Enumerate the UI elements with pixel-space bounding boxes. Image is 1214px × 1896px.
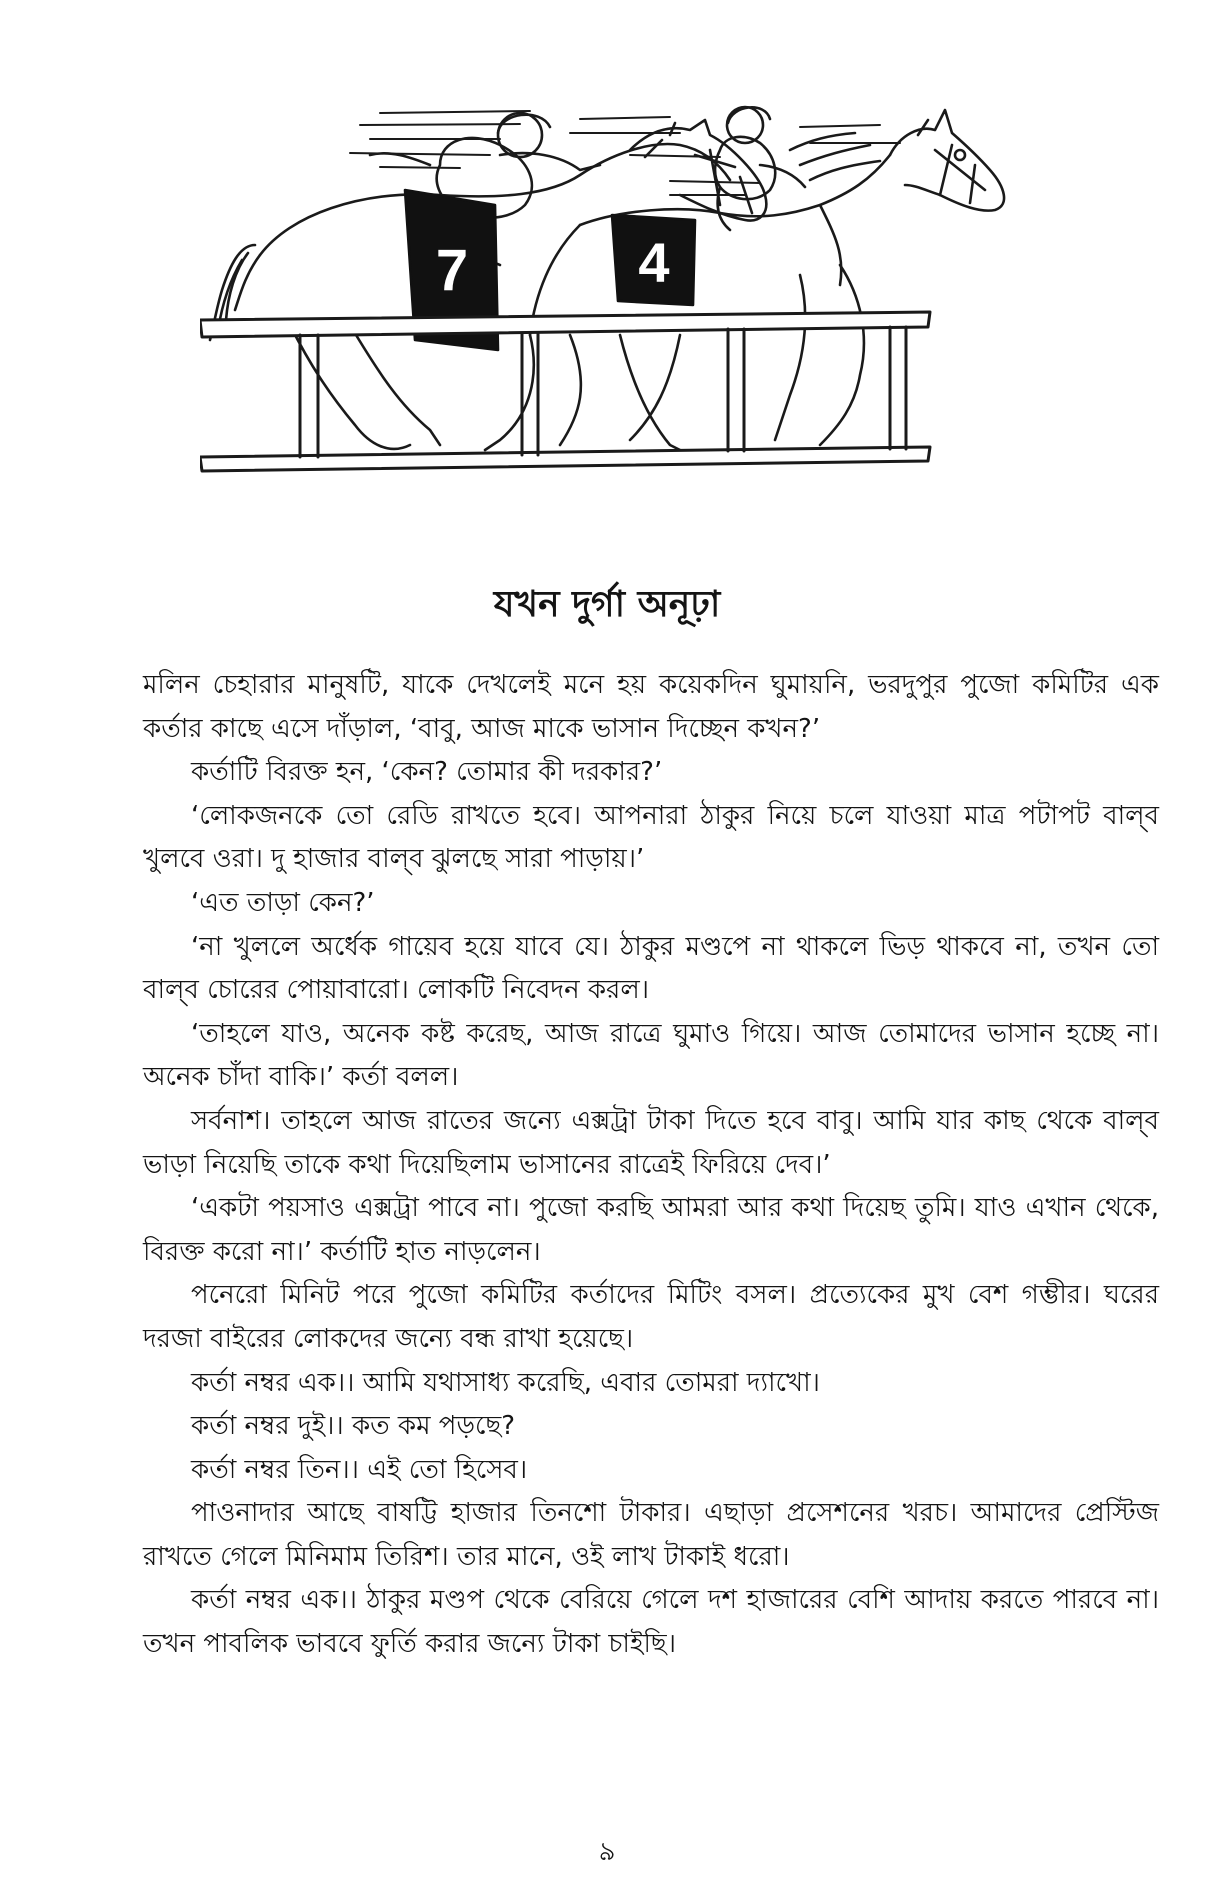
paragraph: ‘লোকজনকে তো রেডি রাখতে হবে। আপনারা ঠাকুর নিয়ে চলে যাওয়া মাত্র পটাপট বাল্‌ব খুলবে ওরা। দু হাজার বাল্‌ব ঝুলছে সারা পাড়ায়।’ — [143, 800, 1159, 875]
saddle-cloth-4 — [612, 215, 695, 305]
rear-horse-head — [630, 120, 766, 221]
paragraph: কর্তা নম্বর এক।। ঠাকুর মণ্ডপ থেকে বেরিয়ে গেলে দশ হাজারের বেশি আদায় করতে পারবে না। তখন পাবলিক ভাববে ফুর্তি করার জন্যে টাকা চাইছি। — [143, 1585, 1159, 1660]
paragraph: ‘না খুললে অর্ধেক গায়েব হয়ে যাবে যে। ঠাকুর মণ্ডপে না থাকলে ভিড় থাকবে না, তখন তো বাল্‌ব চোরের পোয়াবারো। লোকটি নিবেদন করল। — [143, 931, 1159, 1006]
front-horse — [530, 155, 890, 450]
paragraph: সর্বনাশ। তাহলে আজ রাতের জন্যে এক্সট্রা টাকা দিতে হবে বাবু। আমি যার কাছ থেকে বাল্‌ব ভাড়া নিয়েছি তাকে কথা দিয়েছিলাম ভাসানের রাত্রেই ফিরিয়ে দেব।’ — [143, 1105, 1159, 1180]
paragraph: ‘তাহলে যাও, অনেক কষ্ট করেছ, আজ রাত্রে ঘুমাও গিয়ে। আজ তোমাদের ভাসান হচ্ছে না। অনেক চাঁদা বাকি।’ কর্তা বলল। — [143, 1018, 1159, 1093]
paragraph: পনেরো মিনিট পরে পুজো কমিটির কর্তাদের মিটিং বসল। প্রত্যেকের মুখ বেশ গম্ভীর। ঘরের দরজা বাইরের লোকদের জন্যে বন্ধ রাখা হয়েছে। — [143, 1280, 1159, 1354]
paragraph: কর্তাটি বিরক্ত হন, ‘কেন? তোমার কী দরকার?’ — [191, 757, 663, 788]
saddle-number-4: 4 — [638, 231, 670, 294]
paragraph: মলিন চেহারার মানুষটি, যাকে দেখলেই মনে হয় কয়েকদিন ঘুমায়নি, ভরদুপুর পুজো কমিটির এক কর্তার কাছে এসে দাঁড়াল, ‘বাবু, আজ মাকে ভাসান দিচ্ছেন কখন?’ — [143, 670, 1159, 744]
story-title: যখন দুর্গা অনূঢ়া — [493, 584, 721, 625]
paragraph: ‘এত তাড়া কেন?’ — [191, 887, 375, 918]
page-number: ৯ — [598, 1837, 616, 1867]
front-horse-head — [790, 110, 1004, 211]
paragraph: কর্তা নম্বর তিন।। এই তো হিসেব। — [191, 1454, 528, 1485]
track-fence — [200, 312, 930, 471]
paragraph: ‘একটা পয়সাও এক্সট্রা পাবে না। পুজো করছি আমরা আর কথা দিয়েছ তুমি। যাও এখান থেকে, বিরক্ত করো না।’ কর্তাটি হাত নাড়লেন। — [143, 1193, 1159, 1267]
horse-race-illustration — [200, 95, 1140, 565]
paragraph: পাওনাদার আছে বাষট্টি হাজার তিনশো টাকার। এছাড়া প্রসেশনের খরচ। আমাদের প্রেস্টিজ রাখতে গেলে মিনিমাম তিরিশ। তার মানে, ওই লাখ টাকাই ধরো। — [143, 1498, 1159, 1572]
saddle-number-7: 7 — [435, 238, 469, 303]
story-body — [143, 664, 1159, 1667]
paragraph: কর্তা নম্বর এক।। আমি যথাসাধ্য করেছি, এবার তোমরা দ্যাখো। — [191, 1367, 820, 1398]
paragraph: কর্তা নম্বর দুই।। কত কম পড়ছে? — [191, 1411, 516, 1442]
